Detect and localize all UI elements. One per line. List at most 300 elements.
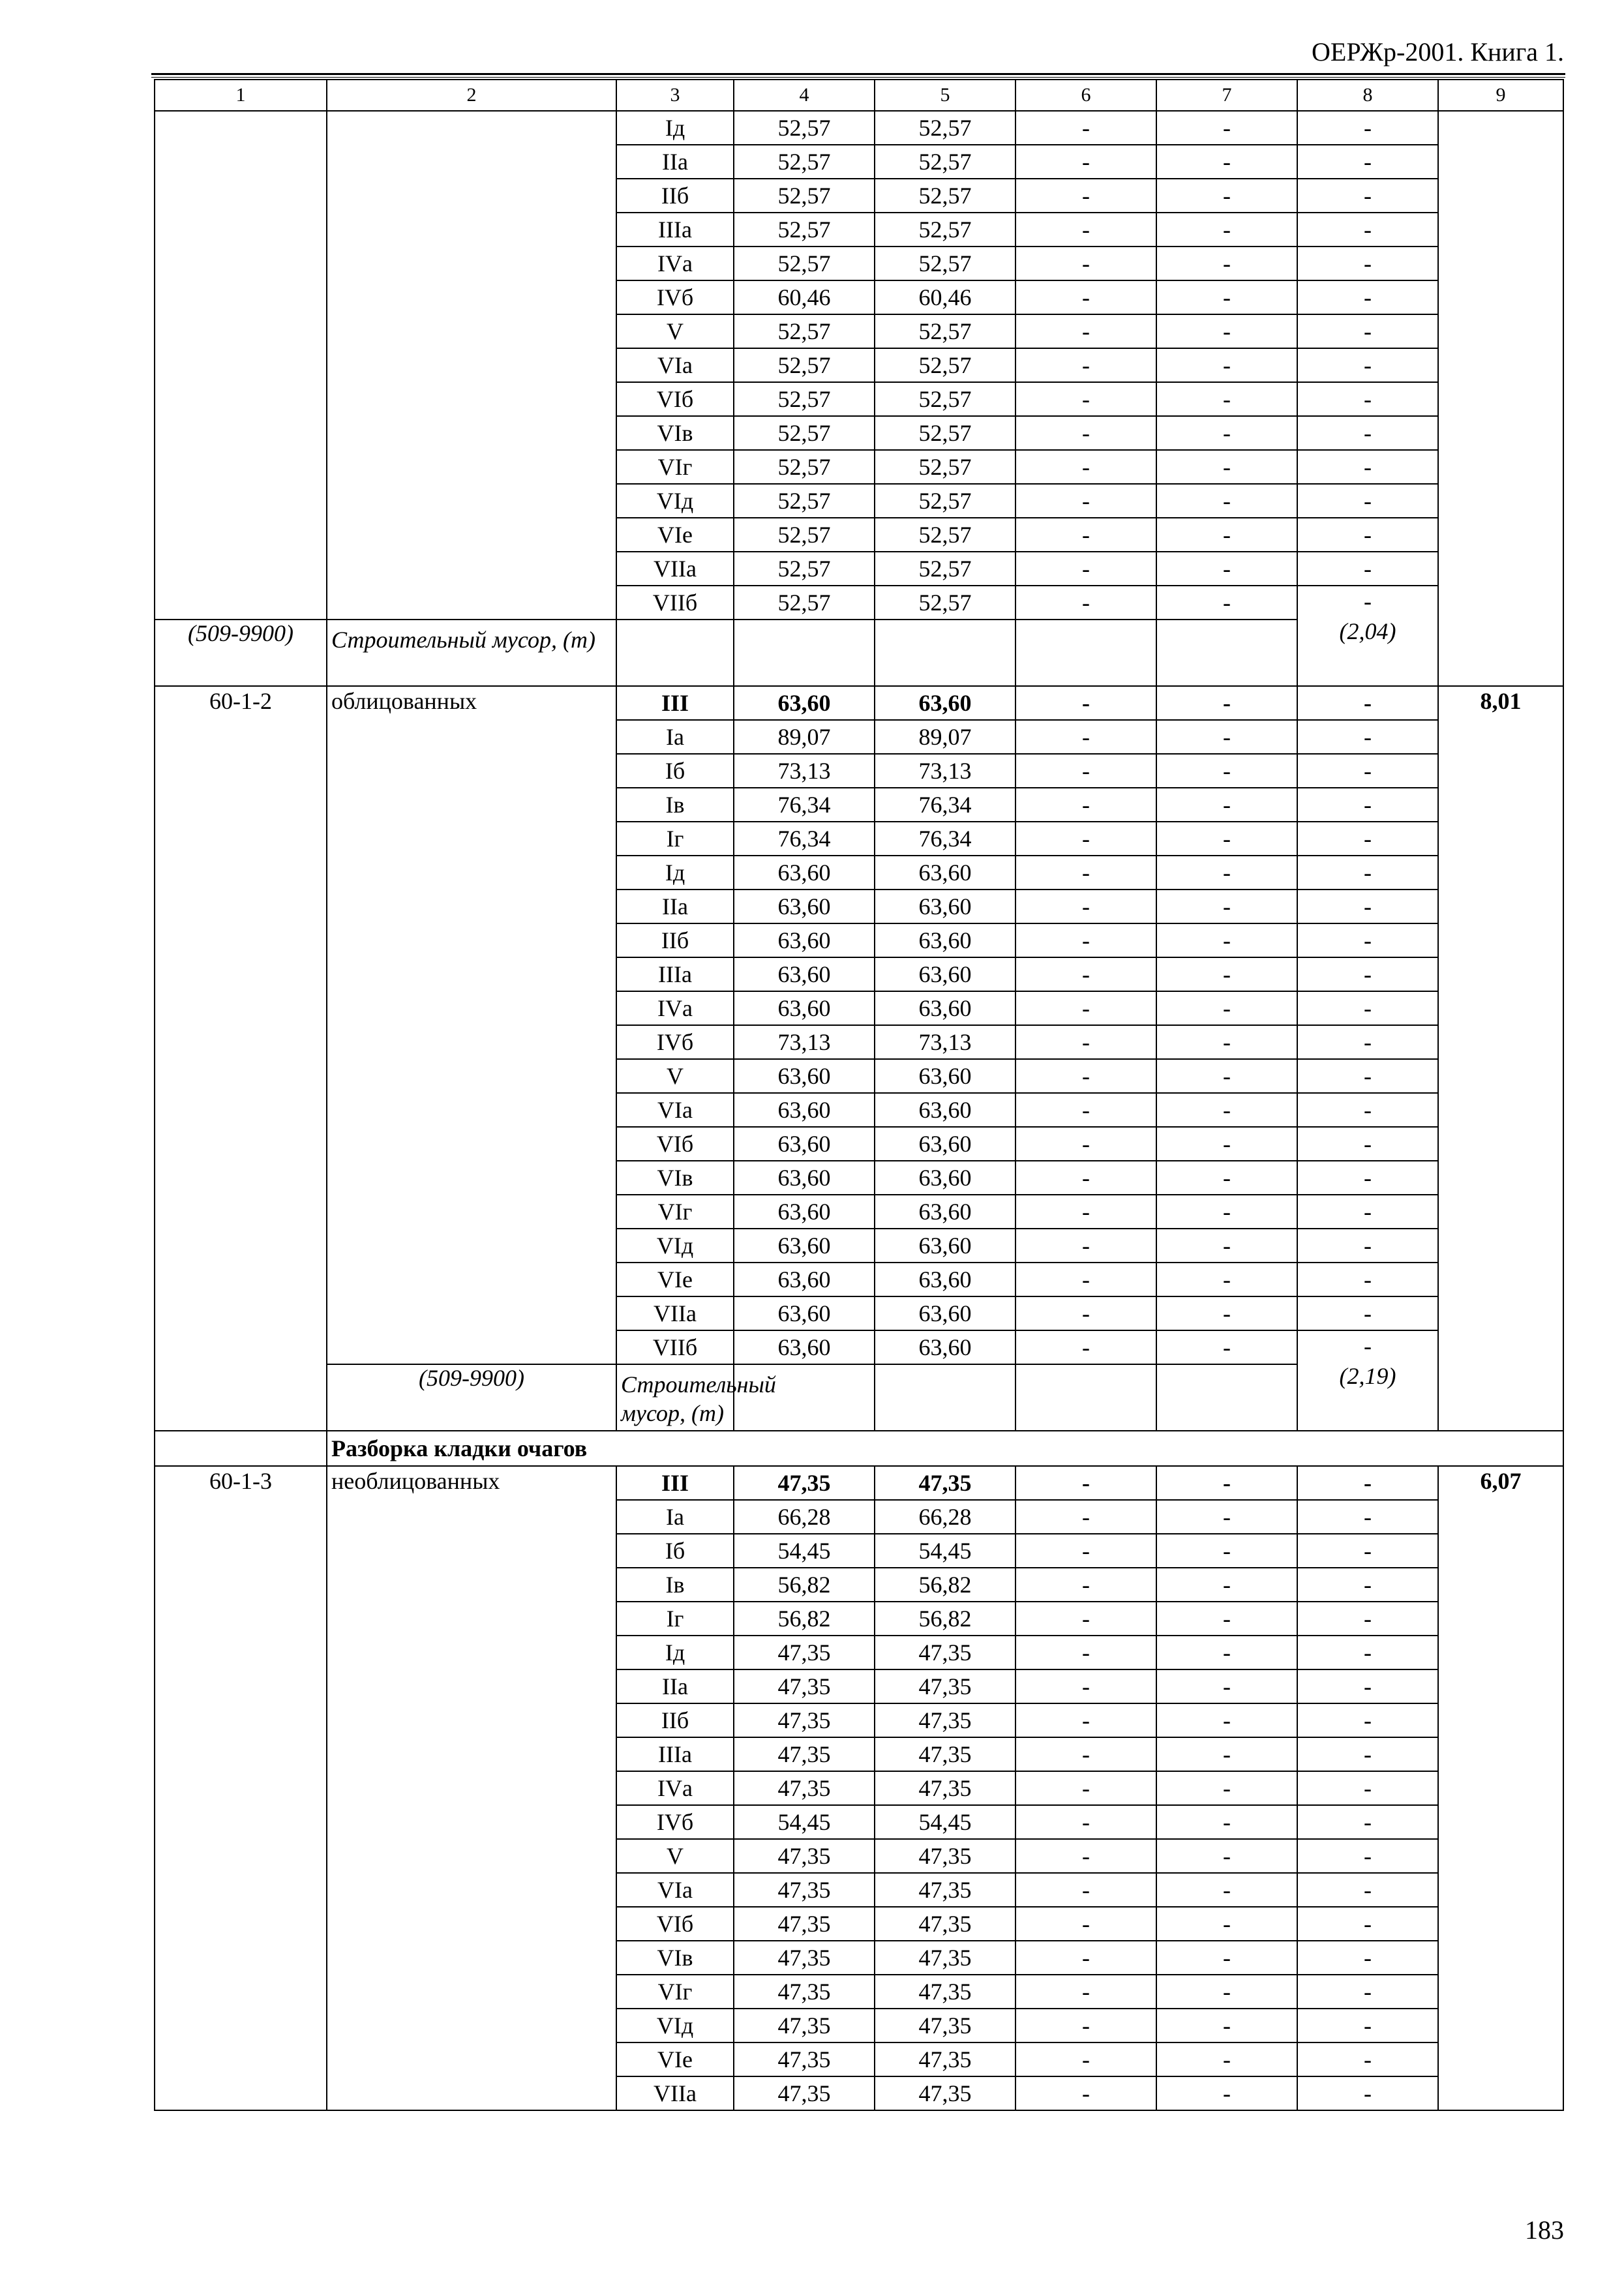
value-col-8: -: [1297, 1263, 1438, 1296]
value-col-7: -: [1156, 1602, 1297, 1636]
value-col-6: -: [1015, 890, 1156, 923]
value-col-7: -: [1156, 1093, 1297, 1127]
value-col-4: 47,35: [734, 2042, 875, 2076]
value-col-8: -: [1297, 788, 1438, 822]
value-col-7: -: [1156, 1500, 1297, 1534]
value-col-6: -: [1015, 1907, 1156, 1941]
total-value: 6,07: [1480, 1468, 1522, 1494]
waste-code: (509-9900): [155, 620, 327, 686]
territorial-zone: IIа: [616, 890, 734, 923]
column-number-2: 2: [327, 80, 616, 111]
value-col-8: -: [1297, 1636, 1438, 1669]
value-col-5: 47,35: [875, 1669, 1015, 1703]
value-col-6: -: [1015, 213, 1156, 247]
value-col-4: 76,34: [734, 822, 875, 856]
territorial-zone: IIIа: [616, 213, 734, 247]
value-col-4: 56,82: [734, 1602, 875, 1636]
value-col-4: 63,60: [734, 1059, 875, 1093]
value-col-6: -: [1015, 720, 1156, 754]
value-col-7: -: [1156, 1466, 1297, 1500]
page-number: 183: [1525, 2215, 1564, 2245]
value-col-5: 63,60: [875, 1127, 1015, 1161]
value-col-5: 52,57: [875, 552, 1015, 586]
item-code-cell: [155, 111, 327, 620]
value-col-8: -: [1297, 450, 1438, 484]
territorial-zone: IVа: [616, 1771, 734, 1805]
value-col-5: 63,60: [875, 1296, 1015, 1330]
value-col-5: 52,57: [875, 247, 1015, 280]
value-col-8: -: [1297, 856, 1438, 890]
territorial-zone: V: [616, 314, 734, 348]
territorial-zone: IVб: [616, 280, 734, 314]
total-cell: [1438, 111, 1563, 686]
total-value: 8,01: [1480, 688, 1522, 714]
value-col-5: 47,35: [875, 1466, 1015, 1500]
value-col-4: 47,35: [734, 1669, 875, 1703]
value-col-4: 54,45: [734, 1534, 875, 1568]
territorial-zone: IIа: [616, 145, 734, 179]
value-col-4: 47,35: [734, 1466, 875, 1500]
value-col-8: -: [1297, 1771, 1438, 1805]
item-name-cell: [327, 686, 616, 1364]
value-col-5: 63,60: [875, 1229, 1015, 1263]
value-col-4: 54,45: [734, 1805, 875, 1839]
value-col-4: 63,60: [734, 1296, 875, 1330]
value-col-7: -: [1156, 856, 1297, 890]
value-col-8: -: [1297, 1907, 1438, 1941]
value-col-6: -: [1015, 1296, 1156, 1330]
value-col-6: -: [1015, 2042, 1156, 2076]
territorial-zone: VIIб: [616, 586, 734, 620]
value-col-8: -: [1297, 1093, 1438, 1127]
total-cell: [1438, 686, 1563, 1431]
value-col-5: 47,35: [875, 1771, 1015, 1805]
value-col-5: 52,57: [875, 416, 1015, 450]
waste-label: Строительный мусор, (т): [616, 1364, 734, 1431]
value-col-7: -: [1156, 213, 1297, 247]
item-name: необлицованных: [331, 1468, 500, 1494]
value-col-4: 47,35: [734, 1839, 875, 1873]
value-col-6: -: [1015, 416, 1156, 450]
value-col-5: 63,60: [875, 1093, 1015, 1127]
territorial-zone: VIг: [616, 450, 734, 484]
value-col-6: -: [1015, 991, 1156, 1025]
value-col-7: -: [1156, 484, 1297, 518]
value-col-7: -: [1156, 1839, 1297, 1873]
waste-label: Строительный мусор, (т): [327, 620, 616, 686]
value-col-7: -: [1156, 686, 1297, 720]
territorial-zone: Iд: [616, 856, 734, 890]
value-col-6: -: [1015, 923, 1156, 957]
value-col-6: -: [1015, 145, 1156, 179]
value-col-4: 47,35: [734, 1703, 875, 1737]
value-col-8: -: [1297, 1805, 1438, 1839]
territorial-zone: Iг: [616, 822, 734, 856]
value-col-5: 63,60: [875, 890, 1015, 923]
value-col-7: -: [1156, 1195, 1297, 1229]
value-col-5: 47,35: [875, 1839, 1015, 1873]
value-col-7: -: [1156, 1669, 1297, 1703]
value-col-5: 66,28: [875, 1500, 1015, 1534]
table-row: [155, 111, 1563, 145]
value-col-7: -: [1156, 1873, 1297, 1907]
value-col-7: -: [1156, 2076, 1297, 2110]
territorial-zone: VIа: [616, 348, 734, 382]
value-col-8: -: [1297, 247, 1438, 280]
territorial-zone: Iа: [616, 720, 734, 754]
value-col-6: -: [1015, 1534, 1156, 1568]
value-col-6: -: [1015, 1195, 1156, 1229]
value-col-5: 54,45: [875, 1534, 1015, 1568]
territorial-zone: III: [616, 686, 734, 720]
value-col-7: -: [1156, 382, 1297, 416]
territorial-zone: IIб: [616, 1703, 734, 1737]
value-col-6: -: [1015, 1975, 1156, 2009]
value-col-7: -: [1156, 552, 1297, 586]
value-col-7: -: [1156, 247, 1297, 280]
value-col-4: 73,13: [734, 1025, 875, 1059]
value-col-4: 52,57: [734, 416, 875, 450]
value-col-4: 52,57: [734, 111, 875, 145]
value-col-4: 89,07: [734, 720, 875, 754]
territorial-zone: VIIа: [616, 2076, 734, 2110]
value-col-8: -: [1297, 686, 1438, 720]
value-col-4: 47,35: [734, 1771, 875, 1805]
value-col-6: -: [1015, 822, 1156, 856]
value-col-5: 73,13: [875, 754, 1015, 788]
value-col-8: -: [1297, 1839, 1438, 1873]
section-heading-row: [155, 1431, 1563, 1466]
value-col-6: -: [1015, 1602, 1156, 1636]
value-col-5: 52,57: [875, 145, 1015, 179]
value-col-5: 63,60: [875, 923, 1015, 957]
value-col-4: 47,35: [734, 1907, 875, 1941]
value-col-6: -: [1015, 1263, 1156, 1296]
value-col-7: -: [1156, 957, 1297, 991]
column-number-6: 6: [1015, 80, 1156, 111]
territorial-zone: VIа: [616, 1873, 734, 1907]
value-col-4: 52,57: [734, 247, 875, 280]
waste-empty-col-4: [734, 620, 875, 686]
value-col-6: -: [1015, 484, 1156, 518]
value-col-5: 60,46: [875, 280, 1015, 314]
value-col-5: 47,35: [875, 1636, 1015, 1669]
value-col-4: 52,57: [734, 348, 875, 382]
value-col-6: -: [1015, 788, 1156, 822]
item-code: 60-1-3: [209, 1468, 272, 1494]
item-code-cell: [155, 686, 327, 1431]
value-col-7: -: [1156, 1771, 1297, 1805]
value-col-6: -: [1015, 382, 1156, 416]
territorial-zone: VIе: [616, 2042, 734, 2076]
value-col-5: 63,60: [875, 1059, 1015, 1093]
value-col-4: 66,28: [734, 1500, 875, 1534]
value-col-6: -: [1015, 686, 1156, 720]
value-col-8: -: [1297, 382, 1438, 416]
value-col-8: -: [1297, 1500, 1438, 1534]
column-number-3: 3: [616, 80, 734, 111]
waste-empty-col-3: [616, 620, 734, 686]
value-col-7: -: [1156, 1941, 1297, 1975]
value-col-6: -: [1015, 1161, 1156, 1195]
value-col-5: 52,57: [875, 484, 1015, 518]
value-col-7: -: [1156, 2042, 1297, 2076]
value-col-7: -: [1156, 179, 1297, 213]
value-col-7: -: [1156, 923, 1297, 957]
value-col-5: 54,45: [875, 1805, 1015, 1839]
value-col-7: -: [1156, 518, 1297, 552]
value-col-7: -: [1156, 314, 1297, 348]
item-name: облицованных: [331, 688, 477, 714]
territorial-zone: IIIа: [616, 957, 734, 991]
value-col-5: 52,57: [875, 348, 1015, 382]
value-col-7: -: [1156, 280, 1297, 314]
value-col-4: 52,57: [734, 586, 875, 620]
waste-empty-col-4: [875, 1364, 1015, 1431]
value-col-4: 52,57: [734, 484, 875, 518]
value-col-4: 47,35: [734, 2076, 875, 2110]
rates-table-container: [154, 79, 1563, 2111]
territorial-zone: VIIб: [616, 1330, 734, 1364]
territorial-zone: VIд: [616, 484, 734, 518]
value-col-6: -: [1015, 1737, 1156, 1771]
column-number-1: 1: [155, 80, 327, 111]
value-col-5: 76,34: [875, 788, 1015, 822]
value-col-4: 63,60: [734, 1195, 875, 1229]
value-col-5: 52,57: [875, 314, 1015, 348]
waste-value: (2,19): [1339, 1363, 1396, 1389]
value-col-7: -: [1156, 2009, 1297, 2042]
value-col-8: -: [1297, 1127, 1438, 1161]
value-col-5: 47,35: [875, 2042, 1015, 2076]
value-col-6: -: [1015, 552, 1156, 586]
value-col-6: -: [1015, 1229, 1156, 1263]
territorial-zone: Iв: [616, 788, 734, 822]
value-col-6: -: [1015, 1771, 1156, 1805]
header-rule-thin: [151, 77, 1565, 78]
value-col-8: -: [1297, 1602, 1438, 1636]
value-col-8: -: [1297, 1296, 1438, 1330]
waste-empty-col-5: [1015, 1364, 1156, 1431]
territorial-zone: VIв: [616, 416, 734, 450]
value-col-4: 63,60: [734, 686, 875, 720]
value-col-8: -: [1297, 314, 1438, 348]
item-name-cell: [327, 111, 616, 620]
item-code: [159, 112, 322, 113]
value-col-7: -: [1156, 111, 1297, 145]
territorial-zone: VIг: [616, 1195, 734, 1229]
value-col-7: -: [1156, 586, 1297, 620]
value-col-7: -: [1156, 450, 1297, 484]
territorial-zone: VIв: [616, 1941, 734, 1975]
territorial-zone: V: [616, 1839, 734, 1873]
value-col-4: 47,35: [734, 1975, 875, 2009]
value-col-4: 52,57: [734, 382, 875, 416]
value-col-4: 63,60: [734, 1263, 875, 1296]
value-col-5: 47,35: [875, 1873, 1015, 1907]
value-col-5: 47,35: [875, 1907, 1015, 1941]
territorial-zone: V: [616, 1059, 734, 1093]
value-col-6: -: [1015, 111, 1156, 145]
value-col-5: 47,35: [875, 1737, 1015, 1771]
item-name: [331, 112, 612, 113]
value-col-4: 76,34: [734, 788, 875, 822]
value-col-5: 52,57: [875, 586, 1015, 620]
value-col-5: 52,57: [875, 111, 1015, 145]
value-col-5: 63,60: [875, 1330, 1015, 1364]
running-header: ОЕРЖр-2001. Книга 1.: [1312, 37, 1564, 67]
value-col-5: 63,60: [875, 1195, 1015, 1229]
value-col-5: 63,60: [875, 686, 1015, 720]
value-col-8: -: [1297, 1975, 1438, 2009]
territorial-zone: IIб: [616, 179, 734, 213]
value-col-6: -: [1015, 957, 1156, 991]
value-col-8: -: [1297, 1025, 1438, 1059]
value-col-8: -: [1297, 1059, 1438, 1093]
value-col-6: -: [1015, 1466, 1156, 1500]
value-col-8: -: [1297, 1737, 1438, 1771]
value-col-8: -: [1297, 111, 1438, 145]
value-col-7: -: [1156, 991, 1297, 1025]
value-col-5: 52,57: [875, 382, 1015, 416]
value-col-6: -: [1015, 1873, 1156, 1907]
value-col-4: 56,82: [734, 1568, 875, 1602]
territorial-zone: VIб: [616, 382, 734, 416]
territorial-zone: Iг: [616, 1602, 734, 1636]
value-col-8: -: [1297, 348, 1438, 382]
value-col-8: -: [1297, 2009, 1438, 2042]
territorial-zone: IVа: [616, 991, 734, 1025]
value-col-4: 47,35: [734, 1941, 875, 1975]
total-cell: [1438, 1466, 1563, 2110]
territorial-zone: VIб: [616, 1127, 734, 1161]
value-col-8: -: [1297, 2076, 1438, 2110]
value-col-6: -: [1015, 1500, 1156, 1534]
value-col-7: -: [1156, 1127, 1297, 1161]
value-col-8: -: [1297, 991, 1438, 1025]
value-col-6: -: [1015, 1839, 1156, 1873]
value-col-5: 76,34: [875, 822, 1015, 856]
value-col-5: 52,57: [875, 518, 1015, 552]
value-col-5: 63,60: [875, 957, 1015, 991]
value-col-4: 52,57: [734, 450, 875, 484]
value-col-4: 73,13: [734, 754, 875, 788]
value-col-6: -: [1015, 1636, 1156, 1669]
column-number-4: 4: [734, 80, 875, 111]
value-col-8: -: [1297, 1534, 1438, 1568]
value-col-8: -: [1297, 1466, 1438, 1500]
territorial-zone: IVб: [616, 1025, 734, 1059]
value-col-8: -: [1297, 923, 1438, 957]
territorial-zone: IVа: [616, 247, 734, 280]
section-title: Разборка кладки очагов: [327, 1431, 1563, 1466]
value-col-6: -: [1015, 1025, 1156, 1059]
value-col-8: [1297, 586, 1438, 686]
waste-empty-col-6: [1015, 620, 1156, 686]
territorial-zone: VIIа: [616, 552, 734, 586]
value-col-6: -: [1015, 856, 1156, 890]
value-col-6: -: [1015, 1330, 1156, 1364]
value-col-4: 63,60: [734, 923, 875, 957]
section-spacer: [155, 1431, 327, 1466]
value-col-7: -: [1156, 1805, 1297, 1839]
value-col-4: 47,35: [734, 1873, 875, 1907]
value-col-8: -: [1297, 2042, 1438, 2076]
value-col-6: -: [1015, 1127, 1156, 1161]
value-col-4: 63,60: [734, 1093, 875, 1127]
value-col-6: -: [1015, 2076, 1156, 2110]
value-col-5: 52,57: [875, 179, 1015, 213]
value-col-8: -: [1297, 1873, 1438, 1907]
value-col-4: 63,60: [734, 1127, 875, 1161]
value-col-8: -: [1297, 280, 1438, 314]
value-col-8: -: [1297, 552, 1438, 586]
value-col-7: -: [1156, 1703, 1297, 1737]
value-col-7: -: [1156, 890, 1297, 923]
value-col-7: -: [1156, 1737, 1297, 1771]
value-col-4: 47,35: [734, 1636, 875, 1669]
value-col-7: -: [1156, 416, 1297, 450]
value-col-4: 63,60: [734, 1330, 875, 1364]
value-col-8: -: [1297, 1195, 1438, 1229]
value-col-8: -: [1297, 720, 1438, 754]
value-col-4: 63,60: [734, 856, 875, 890]
waste-value: (2,04): [1339, 618, 1396, 644]
value-col-5: 63,60: [875, 1161, 1015, 1195]
value-col-7: -: [1156, 1568, 1297, 1602]
territorial-zone: VIб: [616, 1907, 734, 1941]
value-col-6: -: [1015, 450, 1156, 484]
value-col-8: -: [1297, 416, 1438, 450]
value-col-8: -: [1297, 957, 1438, 991]
value-col-7: -: [1156, 1636, 1297, 1669]
value-col-8: -: [1297, 1703, 1438, 1737]
value-col-8: -: [1297, 1669, 1438, 1703]
value-col-6: -: [1015, 280, 1156, 314]
item-name-cell: [327, 1466, 616, 2110]
value-col-8-dash: -: [1364, 588, 1372, 614]
value-col-5: 52,57: [875, 450, 1015, 484]
territorial-zone: IIа: [616, 1669, 734, 1703]
value-col-8: -: [1297, 1229, 1438, 1263]
value-col-7: -: [1156, 1161, 1297, 1195]
value-col-5: 63,60: [875, 991, 1015, 1025]
table-row: [155, 686, 1563, 720]
column-number-7: 7: [1156, 80, 1297, 111]
value-col-5: 47,35: [875, 1975, 1015, 2009]
territorial-zone: VIе: [616, 518, 734, 552]
value-col-6: -: [1015, 1093, 1156, 1127]
value-col-8: -: [1297, 518, 1438, 552]
value-col-5: 63,60: [875, 856, 1015, 890]
value-col-4: 63,60: [734, 991, 875, 1025]
value-col-8: [1297, 1330, 1438, 1431]
value-col-6: -: [1015, 1568, 1156, 1602]
waste-empty-col-5: [875, 620, 1015, 686]
value-col-5: 56,82: [875, 1602, 1015, 1636]
value-col-6: -: [1015, 586, 1156, 620]
rates-table-body: [155, 80, 1563, 2110]
column-number-5: 5: [875, 80, 1015, 111]
territorial-zone: IIIа: [616, 1737, 734, 1771]
value-col-6: -: [1015, 1941, 1156, 1975]
value-col-4: 52,57: [734, 145, 875, 179]
value-col-6: -: [1015, 2009, 1156, 2042]
value-col-6: -: [1015, 1059, 1156, 1093]
value-col-6: -: [1015, 348, 1156, 382]
value-col-5: 47,35: [875, 2009, 1015, 2042]
value-col-7: -: [1156, 1330, 1297, 1364]
